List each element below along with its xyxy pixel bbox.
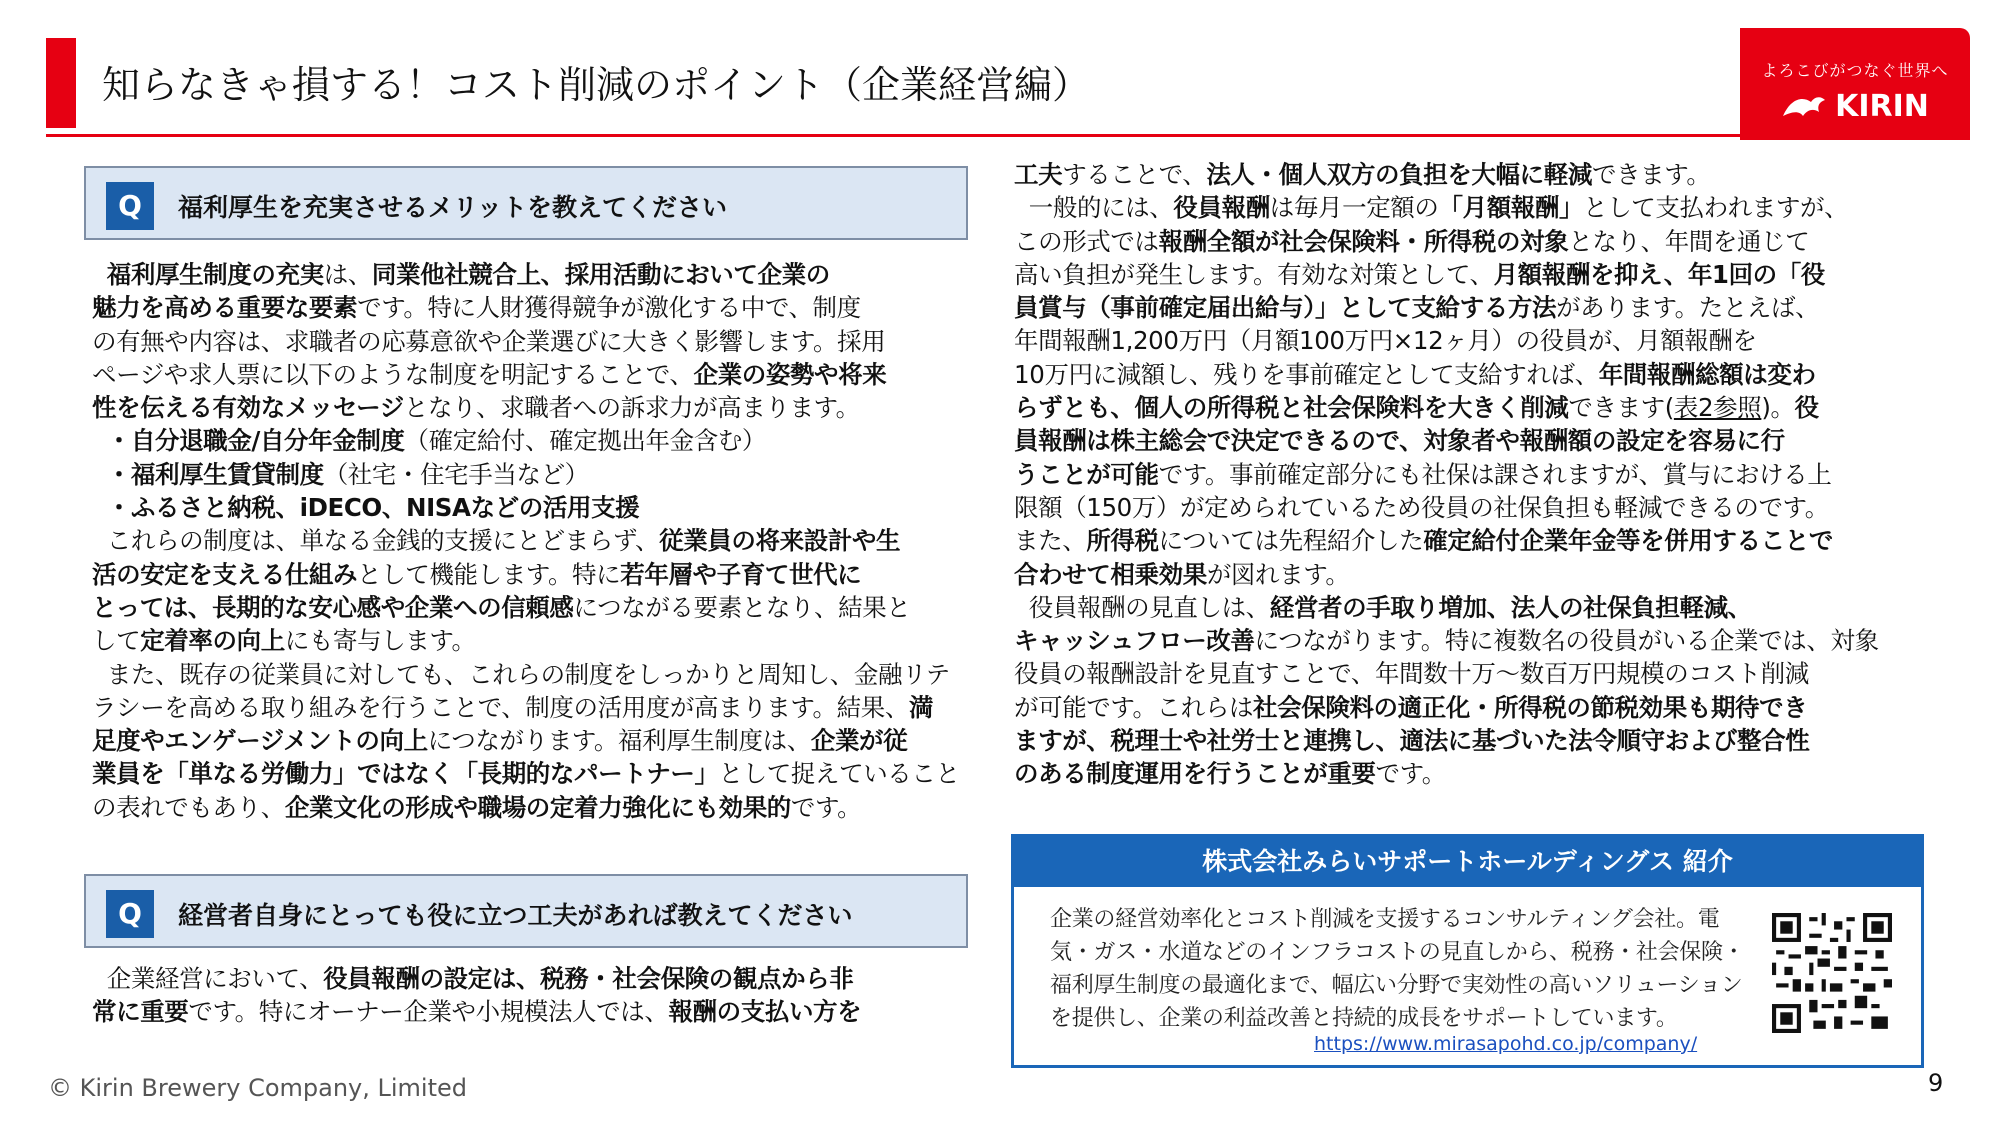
company-url-link[interactable]: https://www.mirasapohd.co.jp/company/	[1314, 1033, 1698, 1055]
header-divider	[46, 134, 1741, 137]
page-number: 9	[1928, 1069, 1944, 1097]
question-box-2	[84, 874, 968, 948]
logo-brand: KIRIN	[1835, 89, 1929, 124]
logo-tagline: よろこびがつなぐ世界へ	[1761, 61, 1949, 80]
info-description: 企業の経営効率化とコスト削減を支援するコンサルティング会社。電気・ガス・水道などのインフラコストの見直しから、税務・社会保険・福利厚生制度の最適化まで、幅広い分野で実効性の高いソリューションを提供し、企業の利益改善と持続的成長をサポートしています。	[1050, 907, 1745, 1031]
kirin-logo-icon	[1781, 92, 1827, 122]
question-1-text: 福利厚生を充実させるメリットを教えてください	[178, 193, 728, 222]
copyright: © Kirin Brewery Company, Limited	[48, 1074, 468, 1102]
kirin-logo	[1740, 28, 1970, 140]
question-2-text: 経営者自身にとっても役に立つ工夫があれば教えてください	[178, 901, 853, 930]
answer-2-text-right: 工夫することで、法人・個人双方の負担を大幅に軽減できます。 一般的には、役員報酬は毎月一定額の「月額報酬」として支払われますが、 この形式では報酬全額が社会保険料・所得税の対象となり、年間を通じて 高い負担が発生します。有効な対策として、月額報酬を抑え、年1回の「役 員賞与（事前確定届出給与）」として支給する方法があります。たとえば、 年間報酬1,200万円（月額100万円×12ヶ月）の役員が、月額報酬を 10万円に減額し、残りを事前確定として支給すれば、年間報酬総額は変わ らずとも、個人の所得税と社会保険料を大きく削減できます(表2参照)。役 員報酬は株主総会で決定できるので、対象者や報酬額の設定を容易に行 うことが可能です。事前確定部分にも社保は課されますが、賞与における上 限額（150万）が定められているため役員の社保負担も軽減できるのです。 また、所得税については先程紹介した確定給付企業年金等を併用することで 合わせて相乗効果が図れます。 役員報酬の見直しは、経営者の手取り増加、法人の社保負担軽減、 キャッシュフロー改善につながります。特に複数名の役員がいる企業では、対象 役員の報酬設計を見直すことで、年間数十万～数百万円規模のコスト削減 が可能です。これらは社会保険料の適正化・所得税の節税効果も期待でき ますが、税理士や社労士と連携し、適法に基づいた法令順守および整合性 のある制度運用を行うことが重要です。	[1014, 160, 1879, 789]
company-info-box	[1011, 834, 1924, 1068]
info-title: 株式会社みらいサポートホールディングス 紹介	[1014, 837, 1921, 887]
question-box-1	[84, 166, 968, 240]
page-title: 知らなきゃ損する！コスト削減のポイント（企業経営編）	[102, 63, 1091, 107]
qr-code-icon[interactable]	[1772, 913, 1892, 1033]
q-badge: Q	[106, 890, 154, 938]
answer-2-text-left: 企業経営において、役員報酬の設定は、税務・社会保険の観点から非 常に重要です。特にオーナー企業や小規模法人では、報酬の支払い方を	[92, 964, 862, 1027]
q-badge: Q	[106, 182, 154, 230]
answer-1-text: 福利厚生制度の充実は、同業他社競合上、採用活動において企業の 魅力を高める重要な要素です。特に人財獲得競争が激化する中で、制度 の有無や内容は、求職者の応募意欲や企業選びに大きく影響します。採用 ページや求人票に以下のような制度を明記することで、企業の姿勢や将来 性を伝える有効なメッセージとなり、求職者への訴求力が高まります。 ・自分退職金/自分年金制度（確定給付、確定拠出年金含む） ・福利厚生賃貸制度（社宅・住宅手当など） ・ふるさと納税、iDECO、NISAなどの活用支援 これらの制度は、単なる金銭的支援にとどまらず、従業員の将来設計や生 活の安定を支える仕組みとして機能します。特に若年層や子育て世代に とっては、長期的な安心感や企業への信頼感につながる要素となり、結果と して定着率の向上にも寄与します。 また、既存の従業員に対しても、これらの制度をしっかりと周知し、金融リテ ラシーを高める取り組みを行うことで、制度の活用度が高まります。結果、満 足度やエンゲージメントの向上につながります。福利厚生制度は、企業が従 業員を「単なる労働力」ではなく「長期的なパートナー」として捉えていること の表れでもあり、企業文化の形成や職場の定着力強化にも効果的です。	[92, 260, 960, 822]
title-accent-bar	[46, 38, 76, 128]
